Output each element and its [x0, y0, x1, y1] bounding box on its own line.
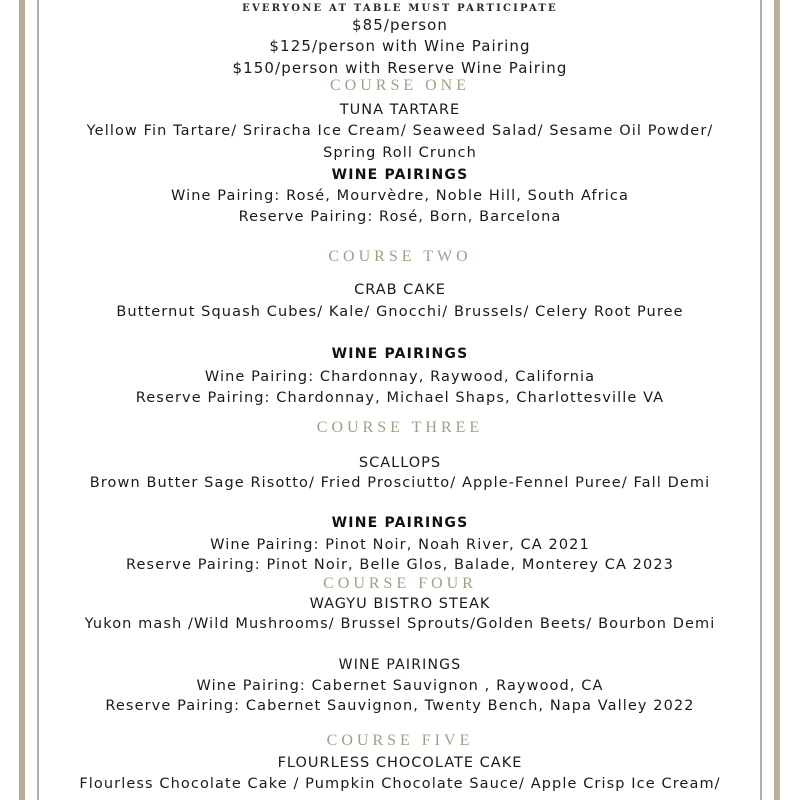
- course-heading: COURSE FOUR: [323, 575, 477, 592]
- course-heading: COURSE ONE: [329, 77, 470, 94]
- reserve-pairing: Reserve Pairing: Rosé, Born, Barcelona: [238, 209, 562, 225]
- dish-name: TUNA TARTARE: [339, 102, 461, 118]
- reserve-pairing: Reserve Pairing: Pinot Noir, Belle Glos, Balade, Monterey CA 2023: [126, 557, 674, 573]
- reserve-pairing: Reserve Pairing: Cabernet Sauvignon, Twenty Bench, Napa Valley 2022: [105, 698, 695, 714]
- wine-pairing: Wine Pairing: Rosé, Mourvèdre, Noble Hill, South Africa: [171, 188, 629, 204]
- wine-pairing: Wine Pairing: Pinot Noir, Noah River, CA 2021: [210, 537, 590, 553]
- frame-border-left-outer: [19, 0, 25, 800]
- dish-description: Flourless Chocolate Cake / Pumpkin Chocolate Sauce/ Apple Crisp Ice Cream/: [79, 776, 721, 792]
- wine-pairings-heading: WINE PAIRINGS: [331, 515, 469, 531]
- dish-description: Yukon mash /Wild Mushrooms/ Brussel Sprouts/Golden Beets/ Bourbon Demi: [84, 616, 716, 632]
- dish-name: CRAB CAKE: [354, 282, 446, 298]
- reserve-pairing: Reserve Pairing: Chardonnay, Michael Shaps, Charlottesville VA: [135, 390, 665, 406]
- price-base: $85/person: [351, 16, 449, 34]
- price-reserve-pairing: $150/person with Reserve Wine Pairing: [232, 59, 568, 77]
- wine-pairing: Wine Pairing: Cabernet Sauvignon , Raywood, CA: [196, 678, 604, 694]
- frame-border-right-inner: [760, 0, 762, 800]
- dish-name: FLOURLESS CHOCOLATE CAKE: [277, 755, 523, 771]
- participation-notice: EVERYONE AT TABLE MUST PARTICIPATE: [242, 3, 558, 14]
- course-heading: COURSE FIVE: [326, 732, 474, 749]
- dish-name: WAGYU BISTRO STEAK: [309, 596, 491, 612]
- frame-border-left-inner: [37, 0, 39, 800]
- dish-description: Brown Butter Sage Risotto/ Fried Prosciutto/ Apple-Fennel Puree/ Fall Demi: [89, 475, 711, 491]
- dish-description: Yellow Fin Tartare/ Sriracha Ice Cream/ Seaweed Salad/ Sesame Oil Powder/: [86, 123, 714, 139]
- dish-description-continued: Spring Roll Crunch: [323, 145, 477, 161]
- wine-pairings-heading: WINE PAIRINGS: [331, 346, 469, 362]
- course-heading: COURSE TWO: [328, 248, 472, 265]
- wine-pairing: Wine Pairing: Chardonnay, Raywood, California: [204, 369, 596, 385]
- wine-pairings-heading: WINE PAIRINGS: [338, 657, 462, 673]
- wine-pairings-heading: WINE PAIRINGS: [331, 167, 469, 183]
- dish-name: SCALLOPS: [358, 455, 442, 471]
- course-heading: COURSE THREE: [316, 419, 484, 436]
- frame-border-right-outer: [774, 0, 780, 800]
- dish-description: Butternut Squash Cubes/ Kale/ Gnocchi/ Brussels/ Celery Root Puree: [116, 304, 684, 320]
- price-wine-pairing: $125/person with Wine Pairing: [269, 37, 531, 55]
